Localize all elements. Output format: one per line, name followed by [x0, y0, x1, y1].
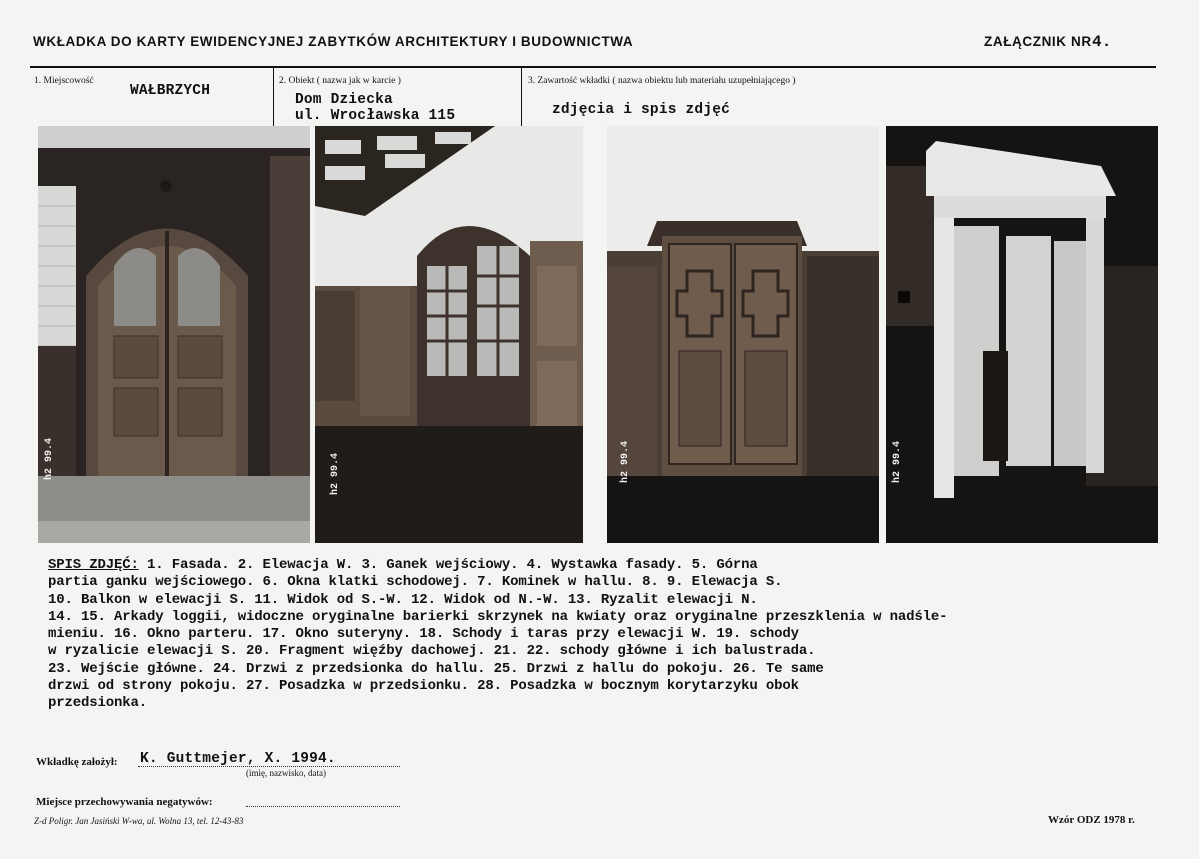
- field-divider-2: [521, 68, 522, 126]
- annex-number: 4.: [1092, 33, 1112, 51]
- object-value-line-2: ul. Wrocławska 115: [295, 108, 456, 124]
- author-label: Wkładkę założył:: [36, 756, 118, 768]
- author-dotted-line: [138, 766, 400, 767]
- negative-number-2: h2 99.4: [330, 452, 341, 495]
- locality-label: 1. Miejscowość: [34, 76, 94, 86]
- header-rule: [30, 66, 1156, 68]
- object-label: 2. Obiekt ( nazwa jak w karcie ): [279, 76, 401, 86]
- printer-note: Z-d Poligr. Jan Jasiński W-wa, ul. Wolna 13, tel. 12-43-83: [34, 816, 244, 826]
- photo-list: [48, 557, 1168, 713]
- content-label: 3. Zawartość wkładki ( nazwa obiektu lub materiału uzupełniającego ): [528, 76, 796, 86]
- locality-value: WAŁBRZYCH: [130, 83, 211, 99]
- negative-number-4: h2 99.4: [892, 440, 903, 483]
- photo-list-line: mieniu. 16. Okno parteru. 17. Okno suteryny. 18. Schody i taras przy elewacji W. 19. schody: [48, 626, 799, 643]
- negative-number-1: h2 99.4: [44, 437, 55, 480]
- photo-panelled-door: [607, 126, 879, 543]
- negative-number-3: h2 99.4: [620, 440, 631, 483]
- photo-list-line: przedsionka.: [48, 695, 148, 712]
- photo-list-line: 23. Wejście główne. 24. Drzwi z przedsionka do hallu. 25. Drzwi z hallu do pokoju. 26. Te same: [48, 660, 824, 677]
- content-value: zdjęcia i spis zdjęć: [552, 102, 731, 118]
- field-divider-1: [273, 68, 274, 126]
- photo-list-line: SPIS ZDJĘĆ: 1. Fasada. 2. Elewacja W. 3. Ganek wejściowy. 4. Wystawka fasady. 5. Górna: [48, 557, 758, 573]
- object-value-line-1: Dom Dziecka: [295, 92, 393, 108]
- annex-label: ZAŁĄCZNIK NR: [984, 34, 1092, 49]
- storage-dotted-line: [246, 806, 400, 807]
- photo-list-line: drzwi od strony pokoju. 27. Posadzka w przedsionku. 28. Posadzka w bocznym korytarzyku obok: [48, 678, 799, 695]
- author-value: K. Guttmejer, X. 1994.: [140, 751, 336, 767]
- document-title: WKŁADKA DO KARTY EWIDENCYJNEJ ZABYTKÓW ARCHITEKTURY I BUDOWNICTWA: [33, 34, 634, 49]
- photo-list-line: 10. Balkon w elewacji S. 11. Widok od S.-W. 12. Widok od N.-W. 13. Ryzalit elewacji N.: [48, 591, 758, 608]
- photo-list-line: 14. 15. Arkady loggii, widoczne oryginalne barierki skrzynek na kwiaty oraz oryginalne przeszklenia w nadśle-: [48, 608, 948, 625]
- storage-label: Miejsce przechowywania negatywów:: [36, 796, 213, 808]
- form-version: Wzór ODZ 1978 r.: [1048, 814, 1135, 826]
- photo-list-line: partia ganku wejściowego. 6. Okna klatki schodowej. 7. Kominek w hallu. 8. 9. Elewacja S.: [48, 574, 783, 591]
- photo-entrance-door: [38, 126, 310, 543]
- author-hint: (imię, nazwisko, data): [246, 768, 326, 778]
- photo-hall-door: [315, 126, 583, 543]
- photo-list-heading: SPIS ZDJĘĆ:: [48, 557, 139, 573]
- photo-list-line: w ryzalicie elewacji S. 20. Fragment więźby dachowej. 21. 22. schody główne i ich balustrada.: [48, 643, 816, 660]
- photo-white-door-frame: [886, 126, 1158, 543]
